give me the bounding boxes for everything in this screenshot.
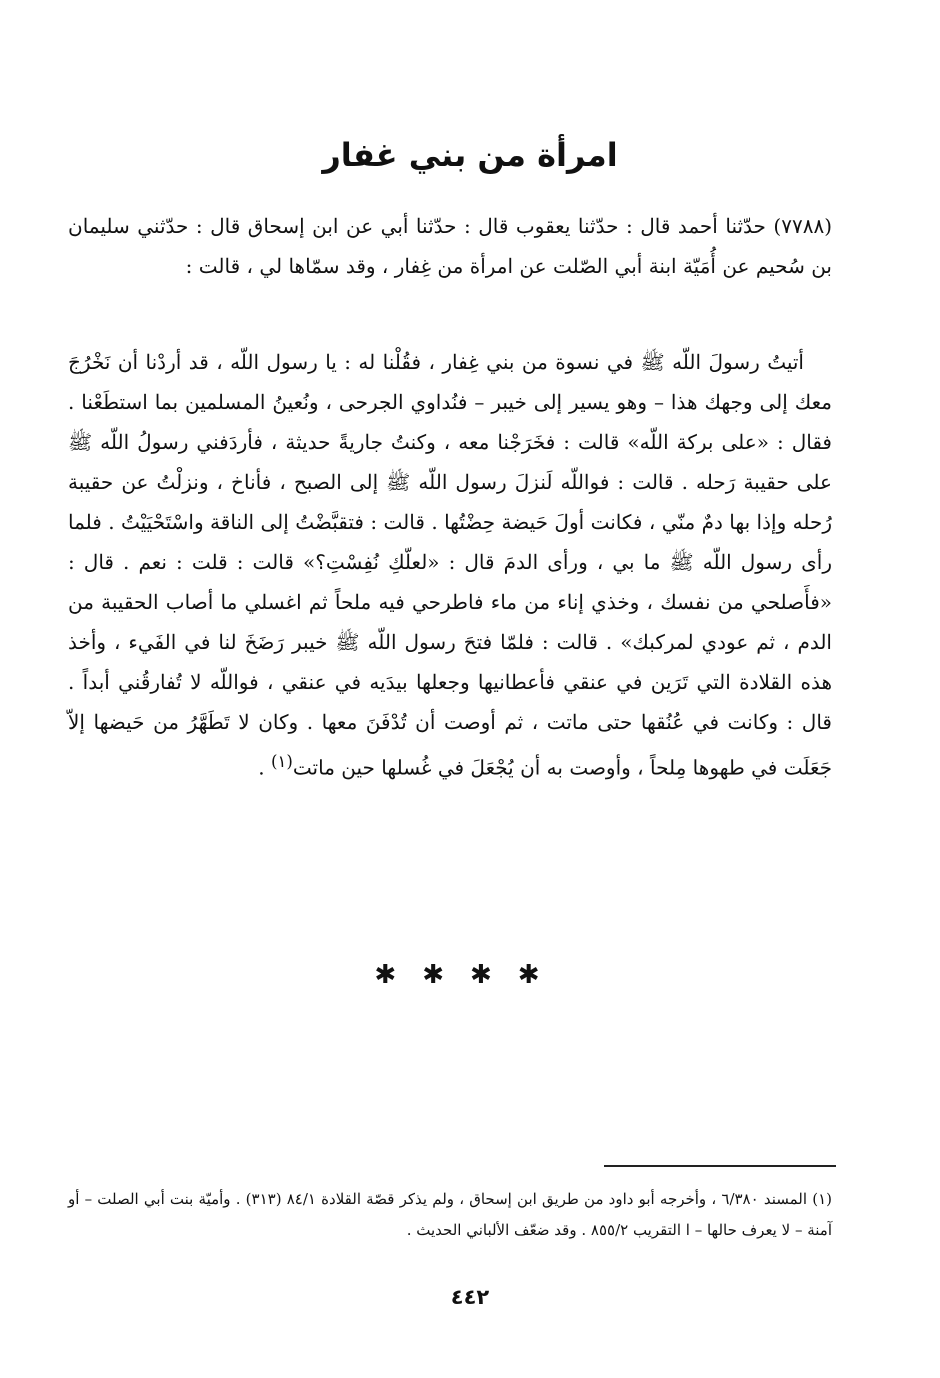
isnad-paragraph: (٧٧٨٨) حدّثنا أحمد قال : حدّثنا يعقوب قال : حدّثنا أبي عن ابن إسحاق قال : حدّثني سليمان بن سُحيم عن أُمَيّة ابنة أبي الصّلت عن امرأة من غِفار ، وقد سمّاها لي ، قالت :: [68, 214, 832, 278]
hadith-body: أتيتُ رسولَ اللّه ﷺ في نسوة من بني غِفار ، فقُلْنا له : يا رسول اللّه ، قد أردْنا أن نَخْرُجَ معك إلى وجهك هذا – وهو يسير إلى خيبر – فنُداوي الجرحى ، ونُعينُ المسلمين بما استطَعْنا . فقال : «على بركة اللّه» قالت : فخَرَجْنا معه ، وكنتُ جاريةً حديثة ، فأردَفني رسولُ اللّه ﷺ على حقيبة رَحله . قالت : فواللّه لَنزلَ رسول اللّه ﷺ إلى الصبح ، فأناخ ، ونزلْتُ عن حقيبة رُحله وإذا بها دمٌ منّي ، فكانت أولَ حَيضة حِضْتُها . قالت : فتقبَّضْتُ إلى الناقة واسْتَحْيَيْتُ . فلما رأى رسول اللّه ﷺ ما بي ، ورأى الدمَ قال : «لعلّكِ نُفِسْتِ؟» قالت : قلت : نعم . قال : «فأَصلحي من نفسك ، وخذي إناء من ماء فاطرحي فيه ملحاً ثم اغسلي ما أصاب الحقيبة من الدم ، ثم عودي لمركبك» . قالت : فلمّا فتحَ رسول اللّه ﷺ خيبر رَضَخَ لنا في الفَيء ، وأخذ هذه القلادة التي تَرَين في عنقي فأعطانيها وجعلها بيدَيه في عنقي ، فواللّه لا تُفارقُني أبداً . قال : وكانت في عُنُقها حتى ماتت ، ثم أوصت أن تُدْفَنَ معها . وكان لا تَطَهَّرُ من حَيضها إلاّ جَعَلَت في طهوها مِلحاً ، وأوصت به أن يُجْعَلَ في غُسلها حين ماتت: [68, 350, 832, 780]
chapter-title: امرأة من بني غفار: [322, 136, 618, 174]
hadith-end: .: [258, 755, 271, 780]
footnote-marker: (١): [270, 752, 293, 771]
section-separator-stars: ✱✱✱✱: [374, 960, 566, 990]
page-number: ٤٤٢: [450, 1285, 490, 1309]
footnote-text: (١) المسند ٦/٣٨٠ ، وأخرجه أبو داود من طريق ابن إسحاق ، ولم يذكر قصّة القلادة ٨٤/١ (٣١٣) . وأميّة بنت أبي الصلت – أو آمنة – لا يعرف حالها – ا التقريب ٨٥٥/٢ . وقد ضعّف الألباني الحديث .: [68, 1190, 832, 1239]
hadith-text: [68, 342, 832, 788]
footnote-divider: [604, 1165, 836, 1167]
